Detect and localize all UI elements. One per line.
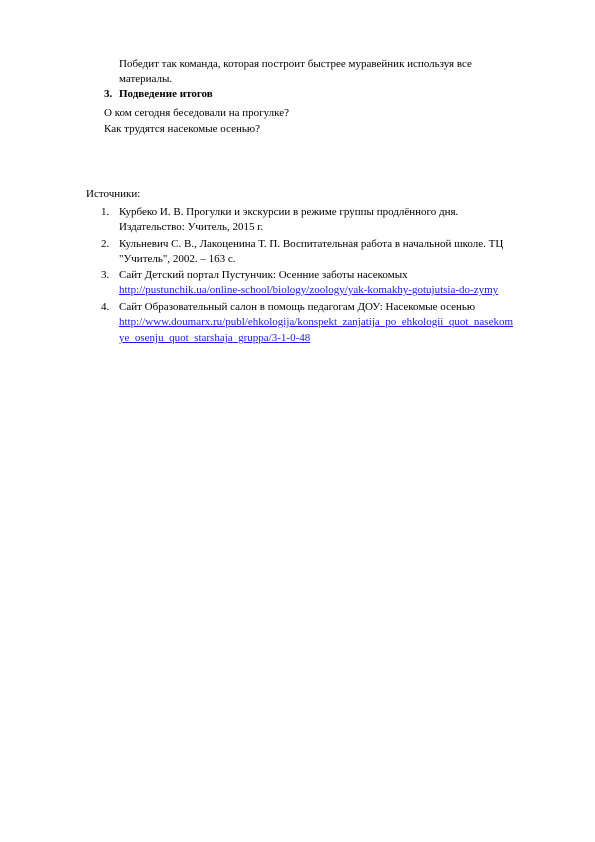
section-3-title: Подведение итогов — [119, 88, 213, 100]
question-1: О ком сегодня беседовали на прогулке? — [104, 107, 289, 119]
game-intro-line-2: материалы. — [119, 73, 173, 85]
source-3-number: 3. — [101, 269, 110, 281]
source-4-number: 4. — [101, 301, 110, 313]
game-intro-line-1: Победит так команда, которая построит быстрее муравейник используя все — [119, 58, 472, 70]
section-3-number: 3. — [104, 88, 113, 100]
source-4-link-line-1[interactable]: http://www.doumarx.ru/publ/ehkologija/konspekt_zanjatija_po_ehkologii_quot_nasekom — [119, 316, 514, 328]
source-2-line-1: Кульневич С. В., Лакоценина Т. П. Воспитательная работа в начальной школе. ТЦ — [119, 238, 504, 250]
source-2-line-2: "Учитель", 2002. – 163 с. — [119, 253, 236, 265]
source-4-line-1: Сайт Образовательный салон в помощь педагогам ДОУ: Насекомые осенью — [119, 301, 476, 313]
question-2: Как трудятся насекомые осенью? — [104, 123, 260, 135]
source-3-link[interactable]: http://pustunchik.ua/online-school/biology/zoology/yak-komakhy-gotujutsia-do-zymy — [119, 284, 499, 296]
source-1-line-1: Курбеко И. В. Прогулки и экскурсии в режиме группы продлённого дня. — [119, 206, 459, 218]
source-2-number: 2. — [101, 238, 110, 250]
source-1-line-2: Издательство: Учитель, 2015 г. — [119, 221, 264, 233]
sources-heading: Источники: — [86, 188, 141, 200]
source-4-link-line-2[interactable]: ye_osenju_quot_starshaja_gruppa/3-1-0-48 — [119, 332, 311, 344]
source-1-number: 1. — [101, 206, 110, 218]
source-3-line-1: Сайт Детский портал Пустунчик: Осенние заботы насекомых — [119, 269, 408, 281]
